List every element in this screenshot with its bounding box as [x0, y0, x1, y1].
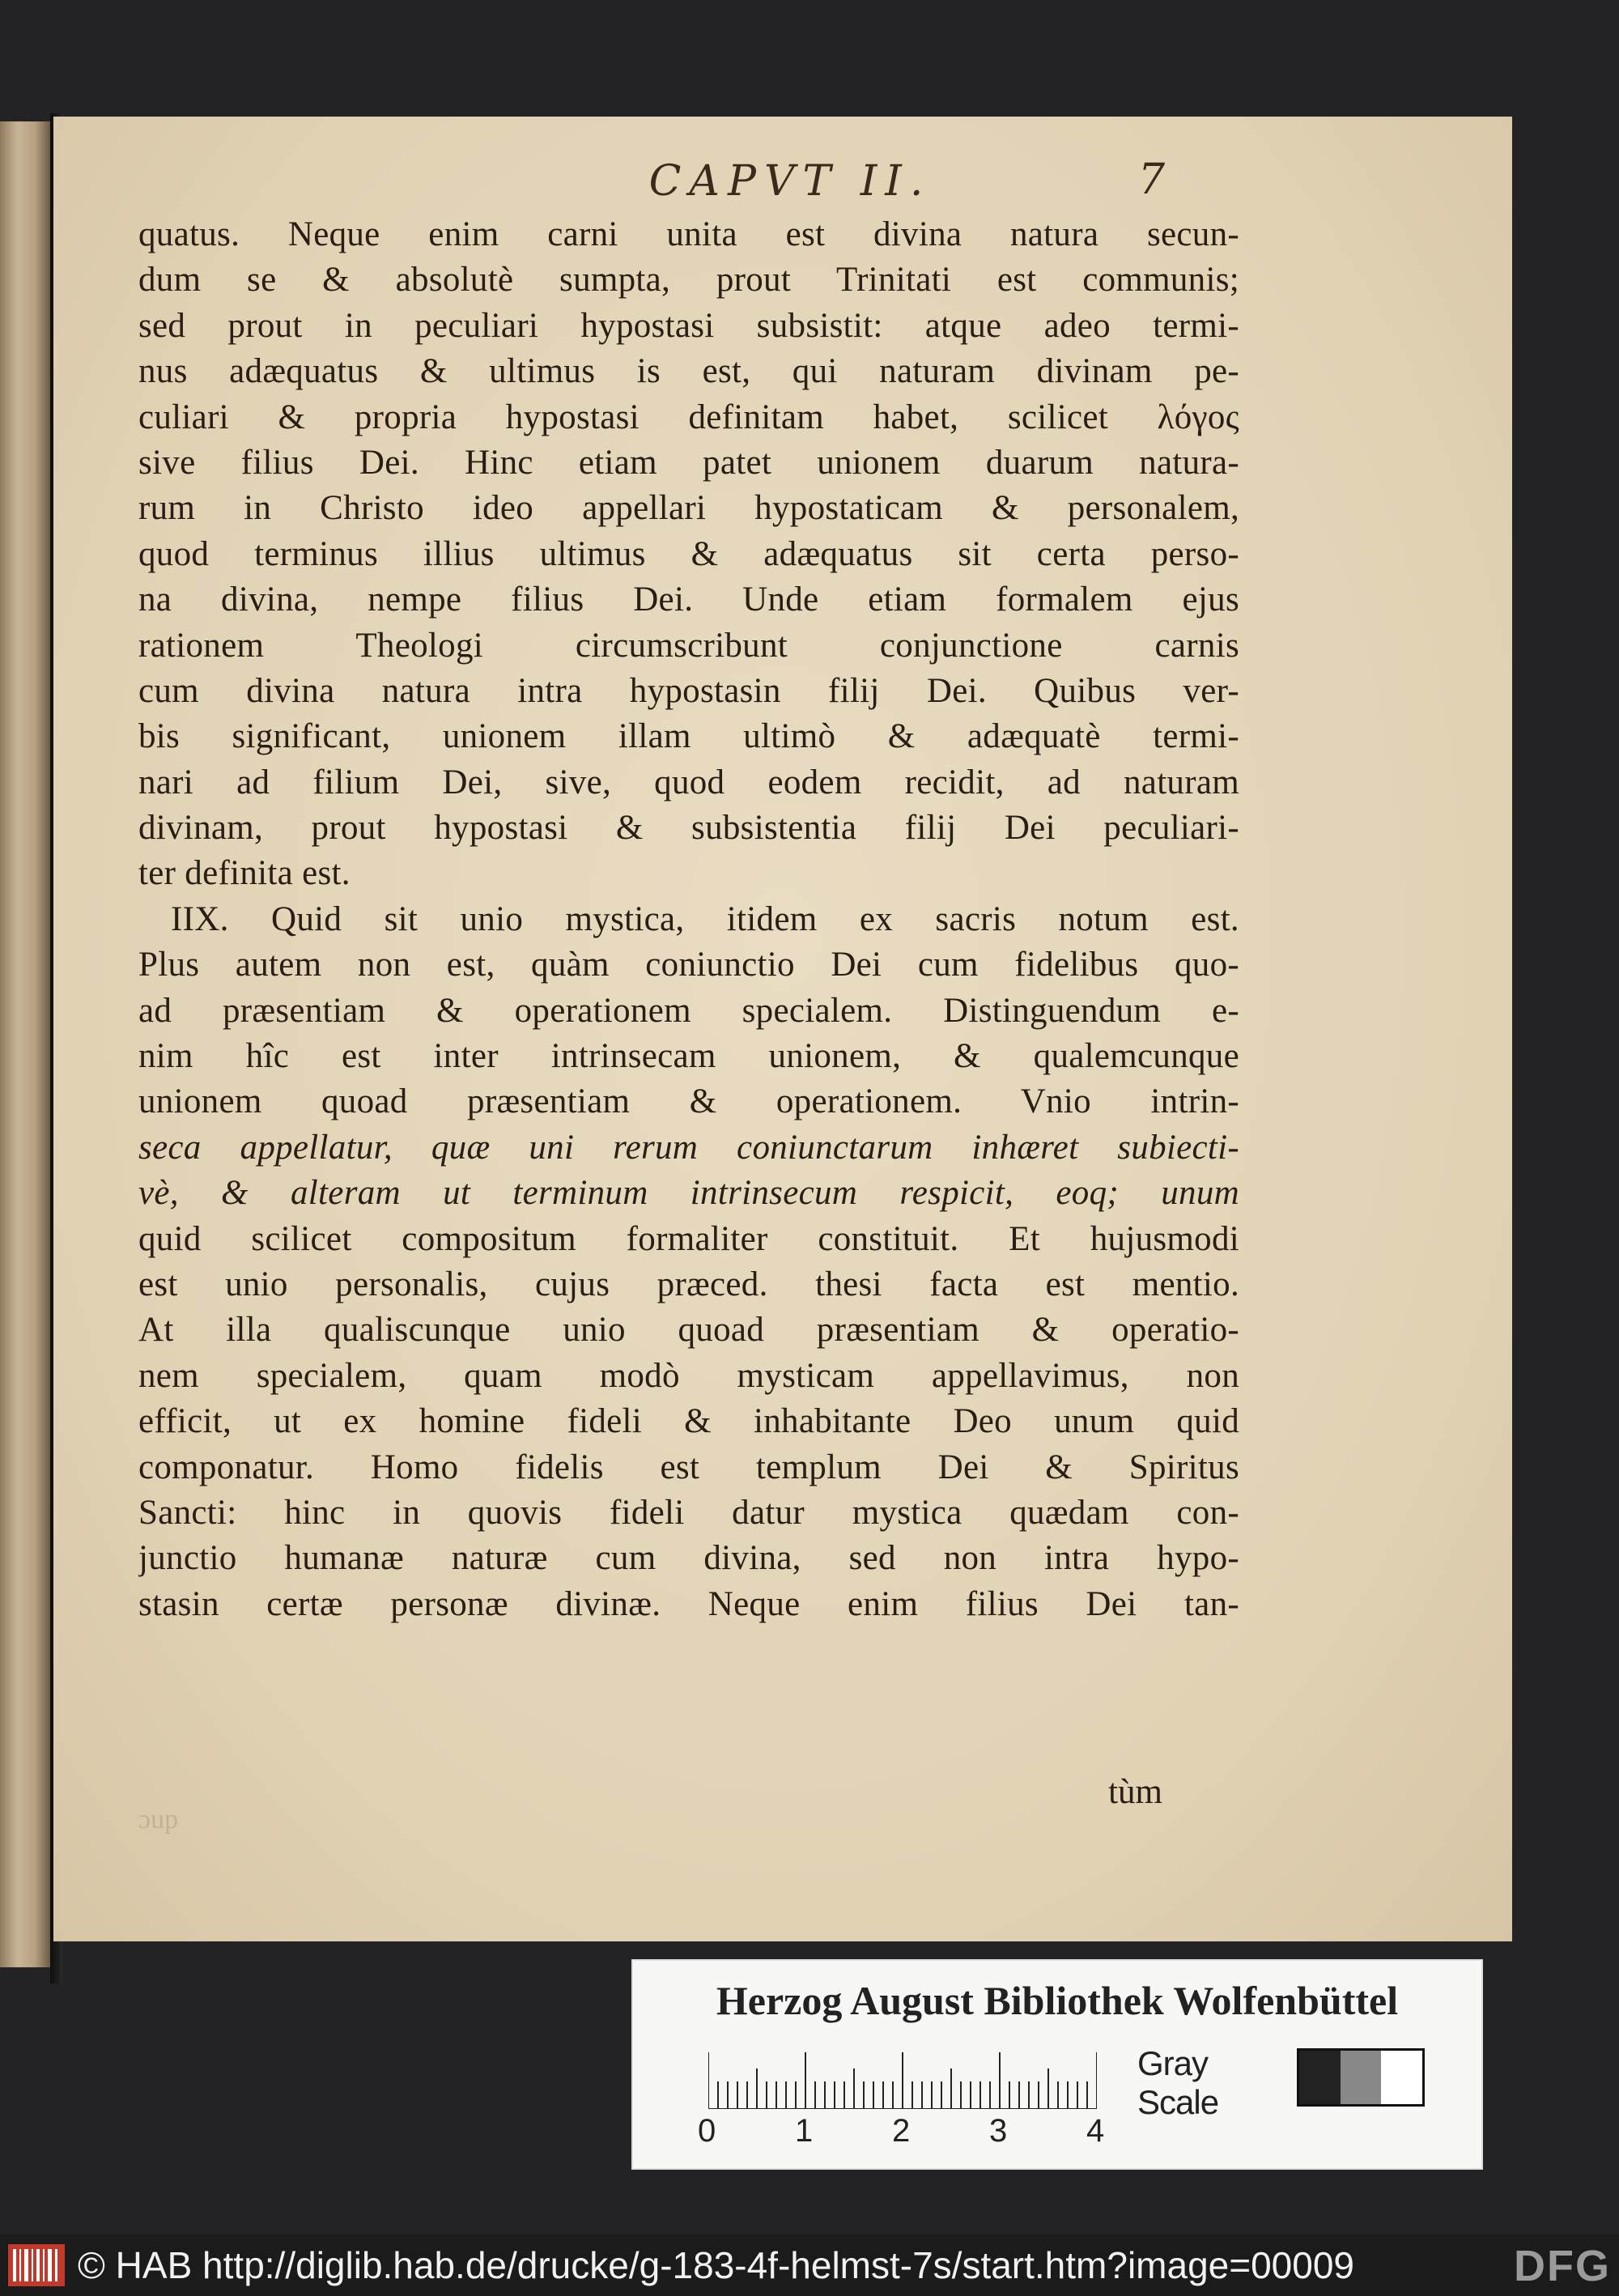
gray-scale-swatch — [1297, 2048, 1425, 2107]
text-line: At illa qualiscunque unio quoad præsentiam & operatio- — [138, 1311, 1239, 1350]
text-line: cum divina natura intra hypostasin filij Dei. Quibus ver- — [138, 671, 1239, 710]
ruler-number: 4 — [1086, 2113, 1105, 2149]
text-line: nem specialem, quam modò mysticam appellavimus, non — [138, 1356, 1239, 1395]
gray-swatch-mid — [1341, 2051, 1382, 2104]
text-line: nim hîc est inter intrinsecam unionem, & qualemcunque — [138, 1037, 1239, 1076]
footer-bar — [0, 2234, 1619, 2296]
ruler-scale — [708, 2052, 1097, 2109]
text-line: Sancti: hinc in quovis fideli datur mystica quædam con- — [138, 1493, 1239, 1532]
running-head: CAPVT II. — [648, 157, 932, 206]
copyright-text: © HAB — [78, 2244, 193, 2286]
ruler-number: 1 — [795, 2113, 814, 2149]
text-line: junctio humanæ naturæ cum divina, sed non intra hypo- — [138, 1539, 1239, 1578]
gray-scale-label: Gray Scale — [1137, 2044, 1219, 2121]
hab-barcode-icon — [8, 2244, 65, 2286]
text-line: na divina, nempe filius Dei. Unde etiam formalem ejus — [138, 580, 1239, 619]
text-line: bis significant, unionem illam ultimò & adæquatè termi- — [138, 717, 1239, 756]
text-line: unionem quoad præsentiam & operationem. Vnio intrin- — [138, 1082, 1239, 1121]
catchword: tùm — [1108, 1773, 1162, 1811]
library-label — [631, 1959, 1483, 2170]
text-line: vè, & alteram ut terminum intrinsecum respicit, eoq; unum — [138, 1174, 1239, 1213]
footer-citation — [78, 2243, 1502, 2288]
bleed-through-text: ɔup — [138, 1805, 179, 1835]
text-line: Plus autem non est, quàm coniunctio Dei cum fidelibus quo- — [138, 946, 1239, 984]
page-number: 7 — [1138, 155, 1166, 204]
text-line: nari ad filium Dei, sive, quod eodem recidit, ad naturam — [138, 763, 1239, 801]
text-line: sed prout in peculiari hypostasi subsistit: atque adeo termi- — [138, 306, 1239, 345]
text-line: seca appellatur, quæ uni rerum coniunctarum inhæret subiecti- — [138, 1128, 1239, 1167]
ruler-number: 3 — [989, 2113, 1008, 2149]
text-line: componatur. Homo fidelis est templum Dei & Spiritus — [138, 1448, 1239, 1486]
text-line: culiari & propria hypostasi definitam habet, scilicet λόγος — [138, 398, 1239, 436]
text-line: dum se & absolutè sumpta, prout Trinitati est communis; — [138, 261, 1239, 300]
text-line: ter definita est. — [138, 854, 351, 893]
dfg-logo: DFG — [1514, 2242, 1611, 2290]
facing-page-edge — [0, 121, 50, 1967]
text-line: divinam, prout hypostasi & subsistentia filij Dei peculiari- — [138, 809, 1239, 848]
text-line: est unio personalis, cujus præced. thesi facta est mentio. — [138, 1265, 1239, 1303]
body-text — [138, 212, 1239, 1847]
gray-swatch-dark — [1299, 2051, 1341, 2104]
text-line: IIX. Quid sit unio mystica, itidem ex sacris notum est. — [171, 899, 1239, 938]
ruler-numbers — [698, 2113, 1119, 2154]
text-line: ad præsentiam & operationem specialem. Distinguendum e- — [138, 991, 1239, 1030]
text-line: rationem Theologi circumscribunt conjunctione carnis — [138, 626, 1239, 665]
text-line: quatus. Neque enim carni unita est divina natura secun- — [138, 215, 1239, 253]
text-line: rum in Christo ideo appellari hypostaticam & personalem, — [138, 489, 1239, 528]
library-name: Herzog August Bibliothek Wolfenbüttel — [716, 1978, 1399, 2023]
text-line: quod terminus illius ultimus & adæquatus sit certa perso- — [138, 534, 1239, 573]
text-line: quid scilicet compositum formaliter constituit. Et hujusmodi — [138, 1219, 1239, 1258]
ruler-number: 2 — [892, 2113, 911, 2149]
gray-swatch-light — [1381, 2051, 1422, 2104]
permalink[interactable]: http://diglib.hab.de/drucke/g-183-4f-helmst-7s/start.htm?image=00009 — [202, 2244, 1355, 2286]
text-line: stasin certæ personæ divinæ. Neque enim filius Dei tan- — [138, 1584, 1239, 1623]
text-line: sive filius Dei. Hinc etiam patet unionem duarum natura- — [138, 443, 1239, 482]
ruler-number: 0 — [698, 2113, 716, 2149]
book-page — [53, 117, 1512, 1941]
text-line: nus adæquatus & ultimus is est, qui naturam divinam pe- — [138, 352, 1239, 391]
text-line: efficit, ut ex homine fideli & inhabitante Deo unum quid — [138, 1402, 1239, 1441]
